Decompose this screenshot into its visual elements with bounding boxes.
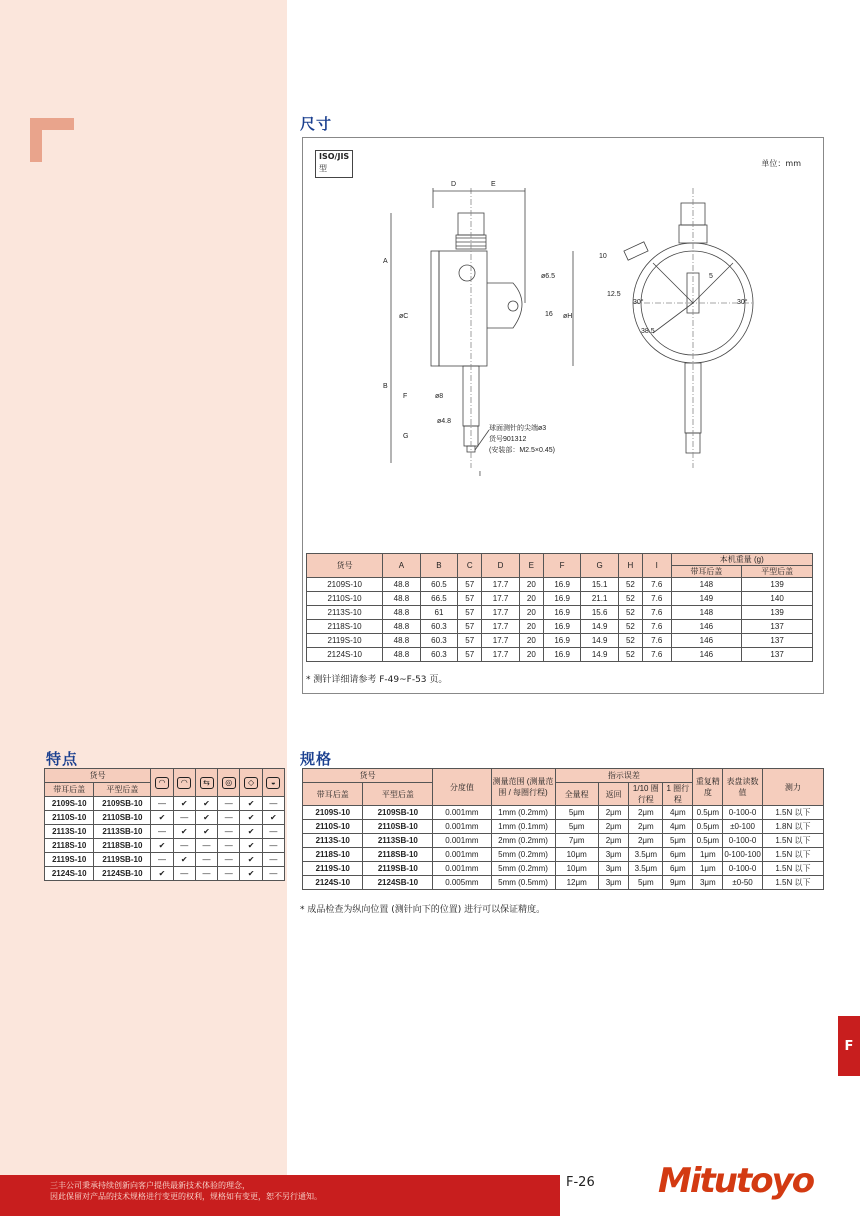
table-cell: — xyxy=(262,797,284,811)
table-cell: ✔ xyxy=(195,825,217,839)
table-row xyxy=(45,797,285,811)
table-cell: 148 xyxy=(671,578,742,592)
table-cell: 2μm xyxy=(629,806,663,820)
table-cell: — xyxy=(151,853,173,867)
table-cell: 146 xyxy=(671,634,742,648)
table-cell: 149 xyxy=(671,592,742,606)
table-cell: 20 xyxy=(519,606,543,620)
table-cell: 0.001mm xyxy=(433,820,491,834)
table-cell: — xyxy=(195,853,217,867)
feature-icon-3: ⇆ xyxy=(200,777,214,789)
dim-note: * 测针详细请参考 F-49~F-53 页。 xyxy=(306,675,448,685)
table-cell: ✔ xyxy=(240,797,262,811)
table-cell: 2113S-10 xyxy=(303,834,363,848)
table-cell: ±0-50 xyxy=(723,876,762,890)
table-cell: 2109S-10 xyxy=(307,578,383,592)
table-cell: 5μm xyxy=(629,876,663,890)
table-cell: 4μm xyxy=(663,820,693,834)
table-cell: ✔ xyxy=(240,839,262,853)
table-cell: 16.9 xyxy=(543,606,581,620)
table-cell: 1mm (0.2mm) xyxy=(491,806,555,820)
feature-icon-6: ◒ xyxy=(266,777,280,789)
specs-table: 货号 分度值 测量范围 (测量范围 / 每圈行程) 指示误差 重复精度 表盘读数值 测力 带耳后盖 平型后盖 全量程 返回 1/10 圈行程 1 圈行程 2109S-10 2109SB-10 0.001mm 1mm (0.2mm) 5μm 2μm 2μm 4μm 0.5μm 0-100-0 1.5N 以下 2110S-10 2110SB-10 0.001mm 1mm (0.1mm) 5μm 2μm 2μm 4μm 0.5μm ±0-100 1.8N 以下 2113S-10 2113SB-10 0.001mm 2mm (0.2mm) 7μm 2μm 2μm 5μm 0.5μm 0-100-0 1.5N 以下 2118S-10 2118SB-10 0.001mm 5mm (0.2mm) 10μm 3μm 3.5μm 6μm 1μm 0-100-100 1.5N 以下 2119S-10 2119SB-10 0.001mm 5mm (0.2mm) 10μm 3μm 3.5μm 6μm 1μm 0-100-0 1.5N 以下 2124S-10 2124SB-10 0.005mm 5mm (0.5mm) 12μm 3μm 5μm 9μm 3μm ±0-50 1.5N 以下 xyxy=(302,768,824,890)
dim-125: 12.5 xyxy=(607,291,621,298)
table-cell: 2124SB-10 xyxy=(94,867,151,881)
table-cell: 2119SB-10 xyxy=(94,853,151,867)
table-cell: 9μm xyxy=(663,876,693,890)
table-cell: 60.3 xyxy=(420,648,458,662)
footer-line-2: 因此保留对产品的技术规格进行变更的权利，规格如有变更，恕不另行通知。 xyxy=(50,1192,322,1201)
table-cell: 52 xyxy=(618,592,642,606)
table-cell: ✔ xyxy=(195,811,217,825)
table-cell: 2118S-10 xyxy=(307,620,383,634)
table-cell: 60.5 xyxy=(420,578,458,592)
table-cell: 7.6 xyxy=(642,592,671,606)
table-cell: 61 xyxy=(420,606,458,620)
dim-G: G xyxy=(403,433,409,440)
dim-385: 38.5 xyxy=(641,328,655,335)
table-cell: 5μm xyxy=(555,820,598,834)
table-row xyxy=(307,648,813,662)
table-cell: 2119S-10 xyxy=(45,853,94,867)
features-title: 特点 xyxy=(46,750,79,768)
table-cell: 48.8 xyxy=(383,592,421,606)
table-cell: 2113SB-10 xyxy=(94,825,151,839)
table-cell: 17.7 xyxy=(482,592,520,606)
table-cell: 21.1 xyxy=(581,592,619,606)
table-cell: 2119SB-10 xyxy=(363,862,433,876)
table-cell: 2109S-10 xyxy=(303,806,363,820)
dim-10: 10 xyxy=(599,253,607,260)
table-cell: 2113SB-10 xyxy=(363,834,433,848)
table-cell: — xyxy=(262,867,284,881)
specs-title: 规格 xyxy=(300,750,333,768)
dimensions-title: 尺寸 xyxy=(300,115,333,133)
table-cell: 2110S-10 xyxy=(303,820,363,834)
table-cell: 15.1 xyxy=(581,578,619,592)
table-cell: 60.3 xyxy=(420,620,458,634)
dim-F: F xyxy=(403,393,408,400)
table-cell: 16.9 xyxy=(543,648,581,662)
table-row xyxy=(303,862,824,876)
table-cell: 1.5N 以下 xyxy=(762,876,823,890)
table-cell: 1.5N 以下 xyxy=(762,834,823,848)
probe-note-3: (安装部：M2.5×0.45) xyxy=(489,447,555,454)
dim-30l: 30° xyxy=(633,299,644,306)
probe-note-2: 货号901312 xyxy=(489,436,527,443)
dim-D: D xyxy=(451,181,457,188)
table-cell: 2109S-10 xyxy=(45,797,94,811)
table-cell: ✔ xyxy=(173,825,195,839)
table-cell: 10μm xyxy=(555,862,598,876)
left-panel xyxy=(0,0,287,1216)
table-cell: 2113S-10 xyxy=(45,825,94,839)
table-cell: 137 xyxy=(742,634,813,648)
feature-icon-2: ◠ xyxy=(177,777,191,789)
table-cell: 2124S-10 xyxy=(45,867,94,881)
table-cell: 2118S-10 xyxy=(45,839,94,853)
table-cell: 0-100-100 xyxy=(723,848,762,862)
table-cell: 0.001mm xyxy=(433,862,491,876)
table-cell: 48.8 xyxy=(383,606,421,620)
table-row xyxy=(45,853,285,867)
table-cell: 5μm xyxy=(555,806,598,820)
table-cell: ✔ xyxy=(151,867,173,881)
table-cell: — xyxy=(262,825,284,839)
footer-line-1: 三丰公司秉承持续创新向客户提供最新技术体验的理念， xyxy=(50,1181,250,1190)
table-cell: 16.9 xyxy=(543,634,581,648)
table-row xyxy=(45,867,285,881)
table-cell: 17.7 xyxy=(482,578,520,592)
table-cell: 2113S-10 xyxy=(307,606,383,620)
table-cell: 57 xyxy=(458,606,482,620)
table-cell: 52 xyxy=(618,606,642,620)
table-cell: 20 xyxy=(519,592,543,606)
dim-A: A xyxy=(383,258,388,265)
table-cell: 1.5N 以下 xyxy=(762,848,823,862)
table-cell: — xyxy=(218,867,240,881)
table-cell: — xyxy=(262,853,284,867)
table-row xyxy=(303,820,824,834)
table-cell: 52 xyxy=(618,578,642,592)
table-cell: 14.9 xyxy=(581,648,619,662)
table-cell: ✔ xyxy=(173,853,195,867)
table-cell: — xyxy=(173,867,195,881)
table-cell: 17.7 xyxy=(482,620,520,634)
table-cell: 12μm xyxy=(555,876,598,890)
table-cell: ✔ xyxy=(195,797,217,811)
table-cell: 2124SB-10 xyxy=(363,876,433,890)
table-cell: 52 xyxy=(618,648,642,662)
table-cell: 57 xyxy=(458,578,482,592)
table-cell: 146 xyxy=(671,648,742,662)
table-cell: 7.6 xyxy=(642,606,671,620)
table-cell: 2118SB-10 xyxy=(94,839,151,853)
table-cell: 2μm xyxy=(629,834,663,848)
table-row xyxy=(303,848,824,862)
table-row xyxy=(307,578,813,592)
table-cell: 52 xyxy=(618,620,642,634)
table-cell: ✔ xyxy=(262,811,284,825)
table-cell: 7.6 xyxy=(642,620,671,634)
table-cell: 0.001mm xyxy=(433,848,491,862)
table-cell: 2109SB-10 xyxy=(363,806,433,820)
table-cell: — xyxy=(218,839,240,853)
table-row xyxy=(45,825,285,839)
table-cell: 137 xyxy=(742,620,813,634)
table-cell: 139 xyxy=(742,606,813,620)
table-cell: 148 xyxy=(671,606,742,620)
unit-label: 单位：mm xyxy=(761,159,801,168)
table-cell: 15.6 xyxy=(581,606,619,620)
table-cell: 14.9 xyxy=(581,620,619,634)
table-cell: 16.9 xyxy=(543,620,581,634)
table-cell: ✔ xyxy=(240,825,262,839)
table-cell: 1μm xyxy=(693,862,723,876)
dim-I: I xyxy=(479,471,481,478)
table-cell: 2119S-10 xyxy=(307,634,383,648)
table-cell: — xyxy=(218,811,240,825)
table-cell: 0-100-0 xyxy=(723,806,762,820)
dim-16: 16 xyxy=(545,311,553,318)
table-cell: 146 xyxy=(671,620,742,634)
table-cell: 1μm xyxy=(693,848,723,862)
table-cell: — xyxy=(151,825,173,839)
table-cell: 3μm xyxy=(598,876,628,890)
table-cell: 139 xyxy=(742,578,813,592)
table-cell: 140 xyxy=(742,592,813,606)
table-cell: ±0-100 xyxy=(723,820,762,834)
table-cell: 7.6 xyxy=(642,648,671,662)
table-cell: 52 xyxy=(618,634,642,648)
table-cell: 0.5μm xyxy=(693,820,723,834)
page-number: F-26 xyxy=(566,1175,595,1190)
dim-H: øH xyxy=(563,313,573,320)
table-cell: 17.7 xyxy=(482,606,520,620)
table-cell: ✔ xyxy=(240,853,262,867)
table-cell: 2118S-10 xyxy=(303,848,363,862)
table-cell: 2124S-10 xyxy=(303,876,363,890)
table-cell: 0-100-0 xyxy=(723,834,762,848)
table-cell: 0.5μm xyxy=(693,834,723,848)
dimension-table: 货号 A B C D E F G H I 本机重量 (g) 带耳后盖 平型后盖 2109S-10 48.8 60.5 57 17.7 20 16.9 15.1 52 7.6 148 139 2110S-10 48.8 66.5 57 17.7 20 16.9 21.1 52 7.6 149 140 2113S-10 48.8 61 57 17.7 20 16.9 15.6 52 7.6 148 139 2118S-10 48.8 60.3 57 17.7 20 16.9 14.9 52 7.6 146 137 2119S-10 48.8 60.3 57 17.7 20 16.9 14.9 52 7.6 146 137 2124S-10 48.8 60.3 57 17.7 20 16.9 14.9 52 7.6 146 137 xyxy=(306,553,813,662)
table-cell: 0.001mm xyxy=(433,806,491,820)
dim-d48: ø4.8 xyxy=(437,418,452,425)
dial-gauge-drawing xyxy=(363,168,803,518)
table-cell: — xyxy=(173,839,195,853)
table-cell: 20 xyxy=(519,578,543,592)
table-row xyxy=(307,592,813,606)
table-cell: 3μm xyxy=(598,848,628,862)
feature-icon-4: ◎ xyxy=(222,777,236,789)
table-cell: 2mm (0.2mm) xyxy=(491,834,555,848)
table-cell: ✔ xyxy=(240,867,262,881)
table-row xyxy=(45,839,285,853)
section-tab-f[interactable]: F xyxy=(838,1016,860,1076)
table-cell: 2110SB-10 xyxy=(94,811,151,825)
iso-badge: ISO/JIS 型 xyxy=(315,150,353,178)
table-cell: 1mm (0.1mm) xyxy=(491,820,555,834)
table-cell: ✔ xyxy=(173,797,195,811)
table-cell: — xyxy=(173,811,195,825)
dim-d8: ø8 xyxy=(435,393,444,400)
table-cell: ✔ xyxy=(151,839,173,853)
table-cell: 3.5μm xyxy=(629,848,663,862)
table-cell: — xyxy=(151,797,173,811)
table-cell: 57 xyxy=(458,592,482,606)
table-cell: 3μm xyxy=(693,876,723,890)
table-cell: 3.5μm xyxy=(629,862,663,876)
table-cell: — xyxy=(218,853,240,867)
table-cell: 5mm (0.2mm) xyxy=(491,848,555,862)
table-cell: 6μm xyxy=(663,848,693,862)
table-cell: 2119S-10 xyxy=(303,862,363,876)
feature-icon-1: ◠ xyxy=(155,777,169,789)
table-cell: — xyxy=(195,867,217,881)
table-cell: 0.001mm xyxy=(433,834,491,848)
table-cell: 0.5μm xyxy=(693,806,723,820)
table-cell: 1.5N 以下 xyxy=(762,862,823,876)
table-cell: 7μm xyxy=(555,834,598,848)
table-cell: 2118SB-10 xyxy=(363,848,433,862)
features-table: 货号 ◠ ◠ ⇆ ◎ ◇ ◒ 带耳后盖 平型后盖 2109S-10 2109SB-10 — ✔ ✔ — ✔ — 2110S-10 2110SB-10 ✔ — ✔ — ✔ ✔ 2113S-10 2113SB-10 — ✔ ✔ — ✔ — 2118S-10 2118SB-10 ✔ — — — ✔ — 2119S-10 2119SB-10 — ✔ — — ✔ — 2124S-10 2124SB-10 ✔ — — — ✔ — xyxy=(44,768,285,881)
table-cell: 1.5N 以下 xyxy=(762,806,823,820)
table-cell: 5μm xyxy=(663,834,693,848)
table-cell: 57 xyxy=(458,634,482,648)
table-cell: 5mm (0.2mm) xyxy=(491,862,555,876)
table-row xyxy=(303,834,824,848)
table-row xyxy=(303,806,824,820)
table-row xyxy=(303,876,824,890)
table-cell: 6μm xyxy=(663,862,693,876)
table-cell: 57 xyxy=(458,620,482,634)
table-cell: 20 xyxy=(519,648,543,662)
table-cell: 66.5 xyxy=(420,592,458,606)
table-cell: 0.005mm xyxy=(433,876,491,890)
table-cell: 48.8 xyxy=(383,578,421,592)
table-cell: — xyxy=(218,797,240,811)
table-cell: 60.3 xyxy=(420,634,458,648)
table-cell: 2μm xyxy=(629,820,663,834)
table-cell: 10μm xyxy=(555,848,598,862)
table-cell: 2110S-10 xyxy=(307,592,383,606)
table-cell: 2110S-10 xyxy=(45,811,94,825)
table-cell: 20 xyxy=(519,634,543,648)
table-cell: 17.7 xyxy=(482,648,520,662)
table-cell: 16.9 xyxy=(543,592,581,606)
table-cell: 4μm xyxy=(663,806,693,820)
table-cell: 48.8 xyxy=(383,648,421,662)
footer-bar xyxy=(0,1175,560,1216)
table-cell: — xyxy=(195,839,217,853)
mitutoyo-logo: Mitutoyo xyxy=(658,1161,814,1201)
table-cell: 16.9 xyxy=(543,578,581,592)
table-cell: 0-100-0 xyxy=(723,862,762,876)
table-cell: 7.6 xyxy=(642,634,671,648)
specs-note: * 成品检查为纵向位置 (测针向下的位置) 进行可以保证精度。 xyxy=(300,905,546,915)
probe-note-1: 球面测针的尖端ø3 xyxy=(489,425,547,432)
table-cell: 57 xyxy=(458,648,482,662)
table-cell: — xyxy=(218,825,240,839)
table-row xyxy=(307,634,813,648)
table-cell: 5mm (0.5mm) xyxy=(491,876,555,890)
table-cell: 14.9 xyxy=(581,634,619,648)
table-cell: 3μm xyxy=(598,862,628,876)
table-cell: 1.8N 以下 xyxy=(762,820,823,834)
table-cell: — xyxy=(262,839,284,853)
table-cell: 2110SB-10 xyxy=(363,820,433,834)
table-cell: 2124S-10 xyxy=(307,648,383,662)
table-cell: 2109SB-10 xyxy=(94,797,151,811)
corner-mark xyxy=(30,118,74,162)
table-cell: ✔ xyxy=(151,811,173,825)
table-cell: 2μm xyxy=(598,820,628,834)
table-row xyxy=(307,620,813,634)
dim-d65: ø6.5 xyxy=(541,273,556,280)
table-cell: 48.8 xyxy=(383,620,421,634)
table-cell: 20 xyxy=(519,620,543,634)
table-cell: 7.6 xyxy=(642,578,671,592)
table-cell: 17.7 xyxy=(482,634,520,648)
dim-C: øC xyxy=(399,313,409,320)
table-cell: 2μm xyxy=(598,806,628,820)
table-cell: ✔ xyxy=(240,811,262,825)
table-row xyxy=(45,811,285,825)
table-cell: 2μm xyxy=(598,834,628,848)
table-cell: 48.8 xyxy=(383,634,421,648)
dim-30r: 30° xyxy=(737,299,748,306)
feature-icon-5: ◇ xyxy=(244,777,258,789)
dim-E: E xyxy=(491,181,496,188)
dim-5: 5 xyxy=(709,273,713,280)
dim-B: B xyxy=(383,383,388,390)
table-row xyxy=(307,606,813,620)
table-cell: 137 xyxy=(742,648,813,662)
